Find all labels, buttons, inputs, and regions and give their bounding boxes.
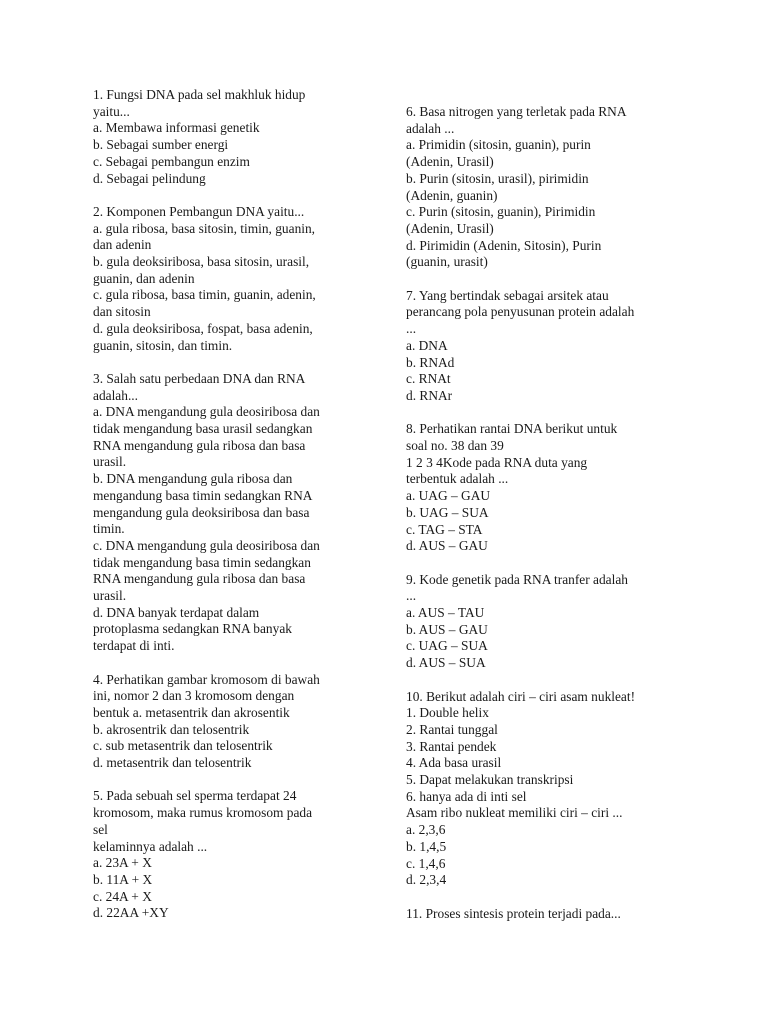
question-text-line: a. Primidin (sitosin, guanin), purin <box>406 137 591 153</box>
question-text-line: ... <box>406 588 417 604</box>
question-text-line: d. 22AA +XY <box>93 905 169 921</box>
question-text-line: RNA mengandung gula ribosa dan basa <box>93 437 306 453</box>
question-text-line: c. 1,4,6 <box>406 855 446 871</box>
question-text-line: yaitu... <box>93 103 130 119</box>
question-text-line: b. akrosentrik dan telosentrik <box>93 721 250 737</box>
question-text-line: a. gula ribosa, basa sitosin, timin, guanin, <box>93 220 316 236</box>
question-text-line: bentuk a. metasentrik dan akrosentik <box>93 704 290 720</box>
question-block <box>406 572 686 672</box>
left-column <box>93 87 378 939</box>
question-text-line: d. 2,3,4 <box>406 872 447 888</box>
question-text-line: protoplasma sedangkan RNA banyak <box>93 621 292 637</box>
question-text-line: 4. Ada basa urasil <box>406 755 502 771</box>
question-text-line: c. RNAt <box>406 371 451 387</box>
question-text-line: c. TAG – STA <box>406 521 483 537</box>
question-text-line: sel <box>93 821 108 837</box>
question-text-line: RNA mengandung gula ribosa dan basa <box>93 571 306 587</box>
question-text-line: guanin, sitosin, dan timin. <box>93 337 233 353</box>
question-text-line: a. AUS – TAU <box>406 605 485 621</box>
question-text-line: a. 2,3,6 <box>406 822 446 838</box>
question-block <box>93 204 378 354</box>
question-text-line: b. DNA mengandung gula ribosa dan <box>93 471 293 487</box>
question-block <box>406 689 686 889</box>
question-text-line: ... <box>406 321 417 337</box>
question-text-line: 11. Proses sintesis protein terjadi pada... <box>406 905 621 921</box>
question-block <box>93 672 378 772</box>
question-text-line: b. 1,4,5 <box>406 838 447 854</box>
question-text-line: d. Sebagai pelindung <box>93 170 206 186</box>
question-text-line: 3. Rantai pendek <box>406 738 497 754</box>
question-text-line: a. Membawa informasi genetik <box>93 120 260 136</box>
question-text-line: (Adenin, Urasil) <box>406 220 494 236</box>
question-text-line: a. 23A + X <box>93 855 152 871</box>
question-text-line: terbentuk adalah ... <box>406 471 509 487</box>
question-text-line: dan adenin <box>93 237 152 253</box>
question-text-line: 10. Berikut adalah ciri – ciri asam nukleat! <box>406 688 636 704</box>
question-text-line: a. DNA <box>406 337 448 353</box>
question-text-line: c. Purin (sitosin, guanin), Pirimidin <box>406 204 596 220</box>
question-block <box>93 87 378 187</box>
question-text-line: urasil. <box>93 588 127 604</box>
question-text-line: (guanin, urasit) <box>406 254 488 270</box>
question-text-line: b. UAG – SUA <box>406 504 489 520</box>
question-text-line: 5. Dapat melakukan transkripsi <box>406 772 574 788</box>
question-text-line: 1 2 3 4Kode pada RNA duta yang <box>406 454 588 470</box>
question-text-line: d. AUS – GAU <box>406 538 488 554</box>
question-block <box>93 371 378 655</box>
question-text-line: soal no. 38 dan 39 <box>406 438 504 454</box>
question-text-line: 3. Salah satu perbedaan DNA dan RNA <box>93 370 306 386</box>
question-text-line: (Adenin, guanin) <box>406 187 498 203</box>
question-text-line: mengandung gula deoksiribosa dan basa <box>93 504 310 520</box>
question-block <box>406 288 686 405</box>
question-text-line: 5. Pada sebuah sel sperma terdapat 24 <box>93 788 297 804</box>
question-text-line: dan sitosin <box>93 304 151 320</box>
question-text-line: guanin, dan adenin <box>93 270 195 286</box>
question-block <box>406 104 686 271</box>
question-text-line: (Adenin, Urasil) <box>406 154 494 170</box>
question-text-line: c. sub metasentrik dan telosentrik <box>93 738 273 754</box>
question-text-line: c. gula ribosa, basa timin, guanin, adenin, <box>93 287 316 303</box>
question-text-line: 9. Kode genetik pada RNA tranfer adalah <box>406 571 628 587</box>
question-text-line: kromosom, maka rumus kromosom pada <box>93 805 313 821</box>
question-text-line: 1. Double helix <box>406 705 489 721</box>
question-block <box>93 788 378 922</box>
question-text-line: b. RNAd <box>406 354 455 370</box>
question-text-line: b. 11A + X <box>93 871 153 887</box>
question-block <box>406 906 686 923</box>
question-text-line: 6. hanya ada di inti sel <box>406 788 527 804</box>
question-text-line: 2. Komponen Pembangun DNA yaitu... <box>93 203 305 219</box>
question-text-line: 2. Rantai tunggal <box>406 721 498 737</box>
question-text-line: 4. Perhatikan gambar kromosom di bawah <box>93 671 320 687</box>
question-text-line: adalah... <box>93 387 138 403</box>
question-text-line: 7. Yang bertindak sebagai arsitek atau <box>406 287 609 303</box>
question-text-line: adalah ... <box>406 120 455 136</box>
question-text-line: c. UAG – SUA <box>406 638 488 654</box>
right-column <box>406 104 686 939</box>
question-text-line: ini, nomor 2 dan 3 kromosom dengan <box>93 688 295 704</box>
question-text-line: tidak mengandung basa urasil sedangkan <box>93 421 313 437</box>
question-text-line: a. DNA mengandung gula deosiribosa dan <box>93 404 320 420</box>
question-text-line: 8. Perhatikan rantai DNA berikut untuk <box>406 421 618 437</box>
question-block <box>406 421 686 555</box>
question-text-line: tidak mengandung basa timin sedangkan <box>93 554 311 570</box>
question-text-line: b. AUS – GAU <box>406 621 488 637</box>
question-text-line: b. Purin (sitosin, urasil), pirimidin <box>406 170 589 186</box>
question-text-line: b. gula deoksiribosa, basa sitosin, urasil, <box>93 254 310 270</box>
question-text-line: d. DNA banyak terdapat dalam <box>93 604 260 620</box>
question-text-line: d. AUS – SUA <box>406 655 486 671</box>
question-text-line: 1. Fungsi DNA pada sel makhluk hidup <box>93 87 306 102</box>
question-text-line: terdapat di inti. <box>93 638 175 654</box>
question-text-line: c. DNA mengandung gula deosiribosa dan <box>93 537 320 553</box>
question-text-line: kelaminnya adalah ... <box>93 838 208 854</box>
question-text-line: d. RNAr <box>406 387 453 403</box>
question-text-line: a. UAG – GAU <box>406 488 491 504</box>
question-text-line: c. Sebagai pembangun enzim <box>93 153 250 169</box>
question-text-line: d. Pirimidin (Adenin, Sitosin), Purin <box>406 237 602 253</box>
question-text-line: d. metasentrik dan telosentrik <box>93 755 252 771</box>
question-text-line: 6. Basa nitrogen yang terletak pada RNA <box>406 104 627 119</box>
question-text-line: perancang pola penyusunan protein adalah <box>406 304 635 320</box>
question-text-line: mengandung basa timin sedangkan RNA <box>93 487 313 503</box>
question-text-line: Asam ribo nukleat memiliki ciri – ciri ... <box>406 805 623 821</box>
question-text-line: urasil. <box>93 454 127 470</box>
question-text-line: b. Sebagai sumber energi <box>93 137 229 153</box>
question-text-line: timin. <box>93 521 125 537</box>
question-text-line: c. 24A + X <box>93 888 152 904</box>
question-text-line: d. gula deoksiribosa, fospat, basa adenin, <box>93 320 313 336</box>
